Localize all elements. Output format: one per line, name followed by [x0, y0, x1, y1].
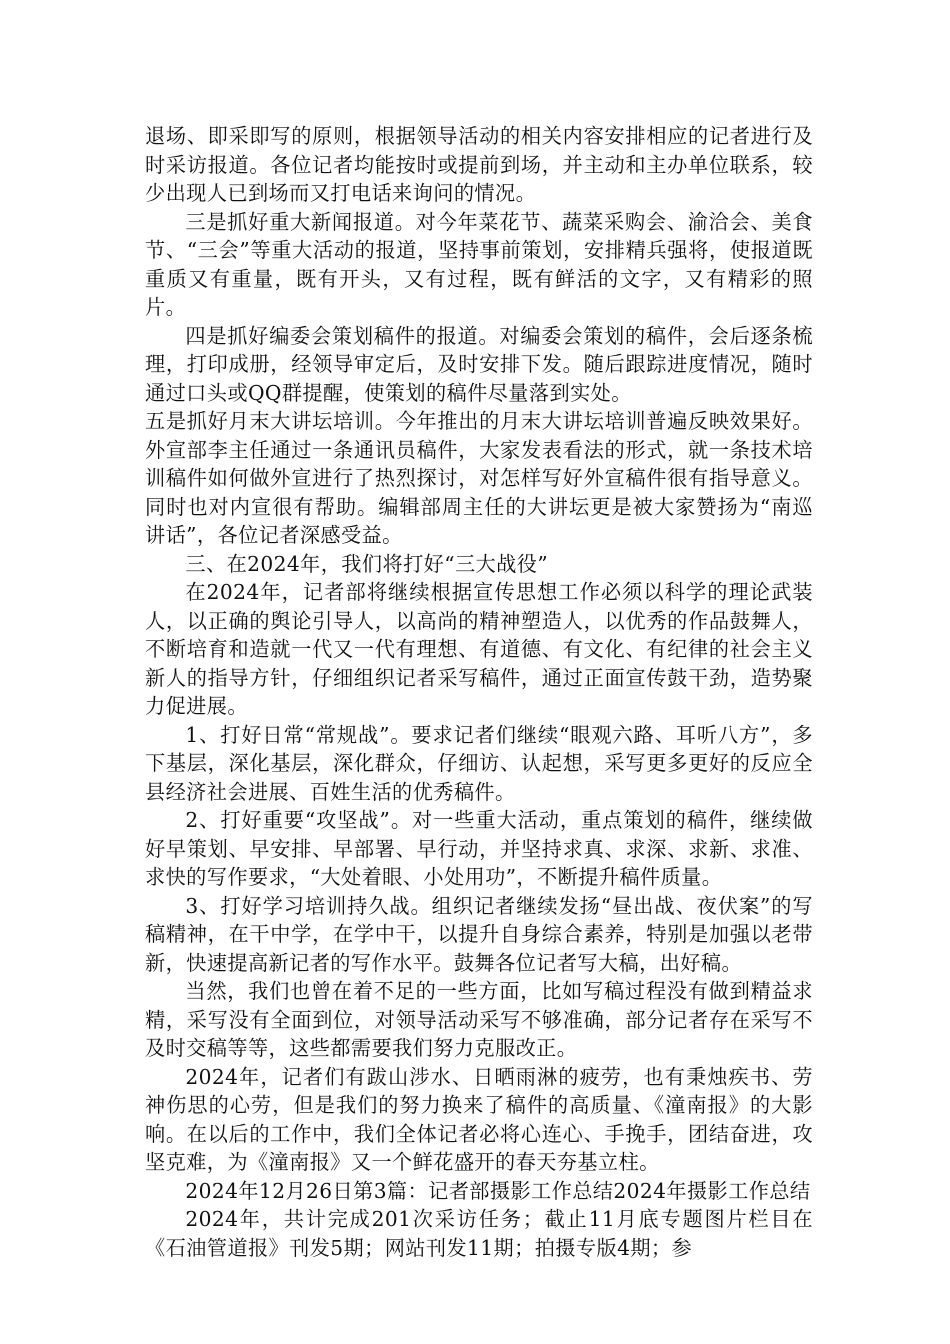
paragraph-1: 退场、即采即写的原则，根据领导活动的相关内容安排相应的记者进行及时采访报道。各位记者均能按时或提前到场，并主动和主办单位联系，较少出现人已到场而又打电话来询问的情况。 — [145, 124, 813, 205]
paragraph-8: 3、打好学习培训持久战。组织记者继续发扬“昼出战、夜伏案”的写稿精神，在干中学，在学中干，以提升自身综合素养，特别是加强以老带新，快速提高新记者的写作水平。鼓舞各位记者写大稿，出好稿。 — [145, 893, 813, 975]
paragraph-6: 1、打好日常“常规战”。要求记者们继续“眼观六路、耳听八方”，多下基层，深化基层，深化群众，仔细访、认起想，采写更多更好的反应全县经济社会进展、百姓生活的优秀稿件。 — [145, 722, 813, 804]
paragraph-3: 四是抓好编委会策划稿件的报道。对编委会策划的稿件，会后逐条梳理，打印成册，经领导审定后，及时安排下发。随后跟踪进度情况，随时通过口头或QQ群提醒，使策划的稿件尽量落到实处。 — [145, 323, 813, 405]
paragraph-5: 在2024年，记者部将继续根据宣传思想工作必须以科学的理论武装人，以正确的舆论引导人，以高尚的精神塑造人，以优秀的作品鼓舞人，不断培育和造就一代又一代有理想、有道德、有文化、有纪律的社会主义新人的指导方针，仔细组织记者采写稿件，通过正面宣传鼓干劲，造势聚力促进展。 — [145, 580, 813, 718]
section-heading: 三、在2024年，我们将打好“三大战役” — [185, 551, 549, 576]
paragraph-10: 2024年，记者们有跋山涉水、日晒雨淋的疲劳，也有秉烛疾书、劳神伤思的心劳，但是我们的努力换来了稿件的高质量、《潼南报》的大影响。在以后的工作中，我们全体记者必将心连心、手挽手，团结奋进，攻坚克难，为《潼南报》又一个鲜花盛开的春天夯基立柱。 — [145, 1064, 813, 1174]
document-body — [145, 122, 813, 1262]
paragraph-4: 五是抓好月末大讲坛培训。今年推出的月末大讲坛培训普遍反映效果好。外宣部李主任通过一条通讯员稿件，大家发表看法的形式，就一条技术培训稿件如何做外宣进行了热烈探讨，对怎样写好外宣稿件很有指导意义。同时也对内宣很有帮助。编辑部周主任的大讲坛更是被大家赞扬为“南巡讲话”，各位记者深感受益。 — [145, 409, 813, 547]
paragraph-7: 2、打好重要“攻坚战”。对一些重大活动，重点策划的稿件，继续做好早策划、早安排、早部署、早行动，并坚持求真、求深、求新、求准、求快的写作要求，“大处着眼、小处用功”，不断提升稿件质量。 — [145, 808, 813, 889]
paragraph-2: 三是抓好重大新闻报道。对今年菜花节、蔬菜采购会、渝洽会、美食节、“三会”等重大活动的报道，坚持事前策划，安排精兵强将，使报道既重质又有重量，既有开头，又有过程，既有鲜活的文字，又有精彩的照片。 — [145, 209, 813, 319]
paragraph-9: 当然，我们也曾在着不足的一些方面，比如写稿过程没有做到精益求精，采写没有全面到位，对领导活动采写不够准确，部分记者存在采写不及时交稿等等，这些都需要我们努力克服改正。 — [145, 979, 813, 1060]
paragraph-11: 2024年，共计完成201次采访任务；截止11月底专题图片栏目在《石油管道报》刊发5期；网站刊发11期；拍摄专版4期；参 — [145, 1207, 813, 1260]
article-title-line: 2024年12月26日第3篇：记者部摄影工作总结2024年摄影工作总结 — [185, 1178, 811, 1203]
